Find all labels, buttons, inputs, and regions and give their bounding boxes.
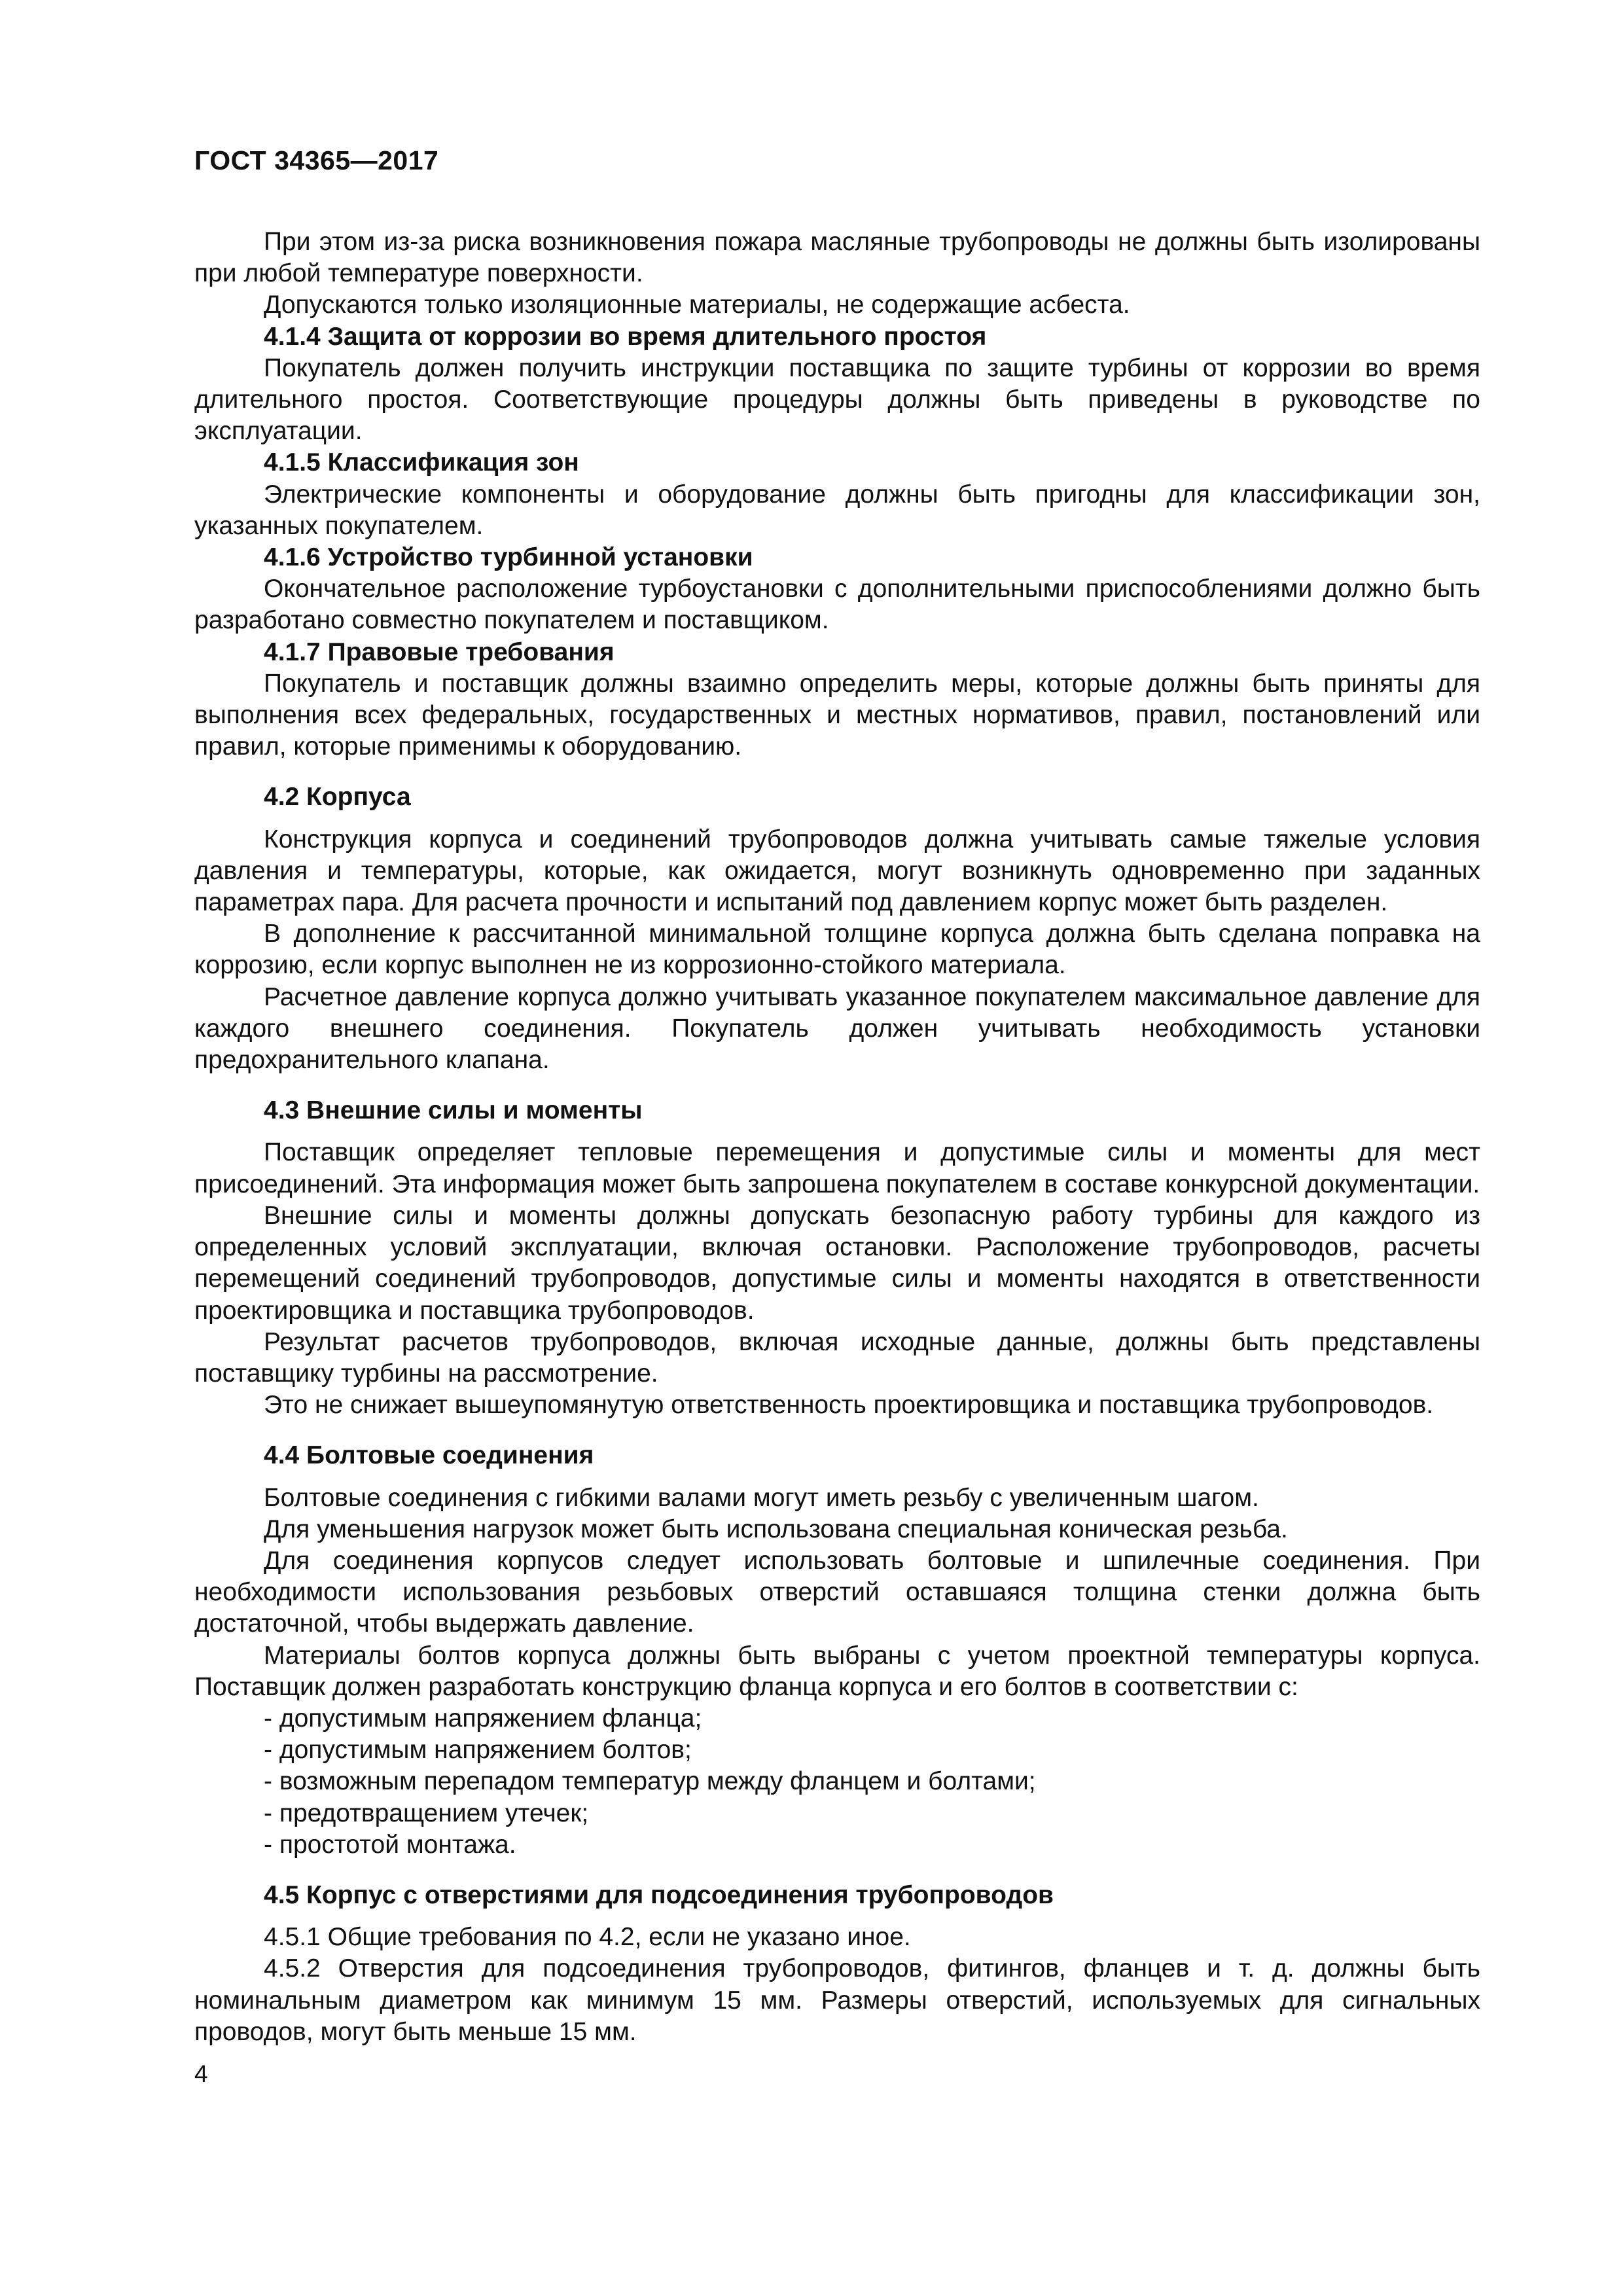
document-body [194,226,1480,2048]
paragraph: Результат расчетов трубопроводов, включая исходные данные, должны быть представлены поставщику турбины на рассмотрение. [194,1327,1480,1388]
paragraph: Конструкция корпуса и соединений трубопроводов должна учитывать самые тяжелые условия давления и температуры, которые, как ожидается, могут возникнуть одновременно при заданных параметрах пара. Для расчета прочности и испытаний под давлением корпус может быть разделен. [194,825,1480,917]
paragraph: 4.5.1 Общие требования по 4.2, если не указано иное. [264,1923,911,1952]
paragraph: Болтовые соединения с гибкими валами могут иметь резьбу с увеличенным шагом. [264,1483,1259,1512]
paragraph: Электрические компоненты и оборудование должны быть пригодны для классификации зон, указанных покупателем. [194,480,1480,540]
paragraph: Покупатель должен получить инструкции поставщика по защите турбины от коррозии во время длительного простоя. Соответствующие процедуры должны быть приведены в руководстве по эксплуатации. [194,353,1480,446]
section-heading: 4.5 Корпус с отверстиями для подсоединения трубопроводов [264,1880,1054,1909]
subsection-heading: 4.1.4 Защита от коррозии во время длительного простоя [264,322,987,351]
list-item: - допустимым напряжением фланца; [264,1704,702,1732]
paragraph: Расчетное давление корпуса должно учитывать указанное покупателем максимальное давление для каждого внешнего соединения. Покупатель должен учитывать необходимость установки предохранительного клапана. [194,982,1480,1075]
page-number: 4 [194,2060,208,2087]
paragraph: Поставщик определяет тепловые перемещения и допустимые силы и моменты для мест присоединений. Эта информация может быть запрошена покупателем в составе конкурсной документации. [194,1138,1480,1198]
subsection-heading: 4.1.7 Правовые требования [264,637,615,666]
paragraph: Покупатель и поставщик должны взаимно определить меры, которые должны быть приняты для выполнения всех федеральных, государственных и местных нормативов, правил, постановлений или правил, которые применимы к оборудованию. [194,669,1480,761]
paragraph: 4.5.2 Отверстия для подсоединения трубопроводов, фитингов, фланцев и т. д. должны быть номинальным диаметром как минимум 15 мм. Размеры отверстий, используемых для сигнальных проводов, могут быть меньше 15 мм. [194,1954,1480,2046]
list-item: - возможным перепадом температур между фланцем и болтами; [264,1767,1036,1796]
paragraph: При этом из-за риска возникновения пожара масляные трубопроводы не должны быть изолированы при любой температуре поверхности. [194,228,1480,288]
paragraph: Допускаются только изоляционные материалы, не содержащие асбеста. [264,291,1130,319]
document-header: ГОСТ 34365—2017 [194,145,439,175]
paragraph: Для уменьшения нагрузок может быть использована специальная коническая резьба. [264,1515,1288,1543]
section-heading: 4.3 Внешние силы и моменты [264,1096,643,1125]
list-item: - простотой монтажа. [264,1830,516,1859]
list-item: - предотвращением утечек; [264,1799,589,1827]
paragraph: В дополнение к рассчитанной минимальной толщине корпуса должна быть сделана поправка на коррозию, если корпус выполнен не из коррозионно-стойкого материала. [194,920,1480,980]
paragraph: Внешние силы и моменты должны допускать безопасную работу турбины для каждого из определенных условий эксплуатации, включая остановки. Расположение трубопроводов, расчеты перемещений соединений трубопроводов, допустимые силы и моменты находятся в ответственности проектировщика и поставщика трубопроводов. [194,1201,1480,1325]
section-heading: 4.4 Болтовые соединения [264,1441,594,1470]
subsection-heading: 4.1.5 Классификация зон [264,448,579,477]
paragraph: Для соединения корпусов следует использовать болтовые и шпилечные соединения. При необходимости использования резьбовых отверстий оставшаяся толщина стенки должна быть достаточной, чтобы выдержать давление. [194,1546,1480,1638]
paragraph: Это не снижает вышеупомянутую ответственность проектировщика и поставщика трубопроводов. [264,1391,1434,1420]
paragraph: Материалы болтов корпуса должны быть выбраны с учетом проектной температуры корпуса. Поставщик должен разработать конструкцию фланца корпуса и его болтов в соответствии с: [194,1641,1480,1701]
subsection-heading: 4.1.6 Устройство турбинной установки [264,543,753,572]
bullet-list [194,1703,1480,1861]
paragraph: Окончательное расположение турбоустановки с дополнительными приспособлениями должно быть разработано совместно покупателем и поставщиком. [194,575,1480,635]
section-heading: 4.2 Корпуса [264,783,411,812]
list-item: - допустимым напряжением болтов; [264,1736,692,1765]
